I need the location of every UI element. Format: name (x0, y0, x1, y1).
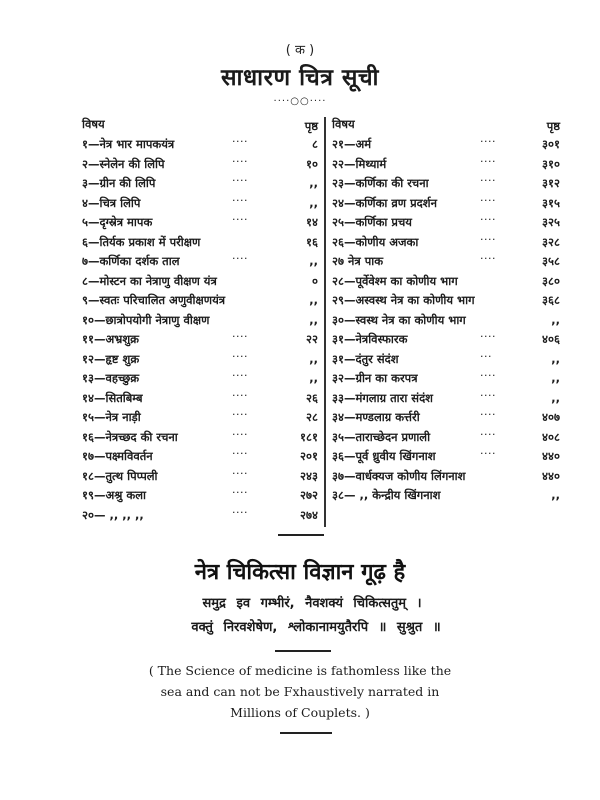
subject-header: विषय (82, 117, 105, 131)
leader-dots: ···· (232, 486, 248, 499)
entry-title: ३६—पूर्व ध्रुवीय खिंगनाश (332, 449, 436, 463)
index-entry (82, 427, 322, 450)
index-entry (82, 193, 322, 216)
entry-page-number: २७२ (300, 488, 318, 502)
index-entry (332, 449, 564, 469)
index-entry (82, 235, 322, 255)
leader-dots: ···· (232, 408, 248, 421)
english-line: Millions of Couplets. ) (230, 705, 370, 720)
index-entry (82, 215, 322, 235)
entry-page-number: ३२५ (542, 215, 560, 229)
index-entry (82, 313, 322, 333)
entry-title: २०— ,, ,, ,, (82, 507, 144, 522)
column-divider (324, 117, 326, 527)
entry-title: ९—स्वतः परिचालित अणुवीक्षणयंत्र (82, 293, 226, 307)
leader-dots: ···· (480, 135, 496, 148)
entry-title: ३१—नेत्रविस्फारक (332, 332, 408, 346)
leader-dots: ···· (480, 174, 496, 187)
leader-dots: ···· (480, 252, 496, 265)
leader-dots: ···· (232, 349, 248, 363)
column-header (332, 117, 564, 137)
entry-title: २—स्नेलेन की लिपि (82, 156, 165, 171)
entry-title: १६—नेत्रच्छद की रचना (82, 429, 178, 444)
entry-page-number: २०१ (300, 449, 318, 463)
entry-title: २५—कर्णिका प्रचय (332, 215, 412, 229)
horizontal-rule (278, 534, 324, 536)
page-number-marker: ( क ) (285, 43, 315, 58)
entry-title: २३—कर्णिका की रचना (332, 176, 429, 190)
leader-dots: ···· (232, 330, 248, 343)
illustration-index-table (82, 117, 562, 525)
entry-page-number: ,, (309, 254, 318, 268)
entry-page-number: २८ (306, 410, 318, 424)
ornament-divider: ····○○···· (273, 96, 327, 107)
entry-page-number: ,, (309, 176, 318, 190)
index-entry (332, 232, 564, 255)
entry-page-number: ८ (312, 137, 318, 151)
horizontal-rule (275, 650, 331, 652)
entry-title: १४—सितबिम्ब (82, 390, 143, 405)
entry-page-number: ,, (551, 488, 560, 502)
index-entry (332, 349, 564, 372)
entry-page-number: ,, (551, 390, 560, 405)
entry-title: ६—तिर्यक प्रकाश में परीक्षण (82, 234, 201, 249)
entry-page-number: ४०६ (542, 332, 560, 346)
entry-title: ३४—मण्डलाग्र कर्त्तरी (332, 410, 420, 424)
leader-dots: ···· (232, 388, 248, 402)
entry-title: १३—वहच्छुक्र (82, 371, 140, 385)
leader-dots: ···· (480, 447, 496, 460)
entry-page-number: ३५८ (542, 254, 560, 268)
sanskrit-verse-line-2: वक्तुं निरवशेषेण, श्लोकानामयुतैरपि ॥ सुश्रुत ॥ (191, 620, 441, 635)
entry-page-number: ३१२ (542, 176, 560, 190)
index-entry (332, 427, 564, 450)
entry-page-number: ३१० (542, 156, 560, 171)
entry-page-number: २७४ (300, 507, 318, 522)
leader-dots: ···· (480, 213, 496, 226)
entry-title: २१—अर्म (332, 137, 372, 151)
index-entry (332, 193, 564, 216)
entry-title: १२—हृष्ट शुक्र (82, 351, 140, 366)
leader-dots: ···· (232, 427, 248, 441)
leader-dots: ···· (232, 174, 248, 187)
entry-page-number: ,, (309, 293, 318, 307)
index-entry (332, 137, 564, 157)
entry-page-number: ४०७ (542, 410, 560, 424)
index-entry (332, 371, 564, 391)
entry-page-number: ३६८ (542, 293, 560, 307)
entry-title: ३८— ,, केन्द्रीय खिंगनाश (332, 488, 441, 502)
entry-title: २४—कर्णिका व्रण प्रदर्शन (332, 195, 437, 210)
english-line: ( The Science of medicine is fathomless like the (148, 663, 452, 678)
entry-page-number: ,, (551, 371, 560, 385)
index-entry (82, 410, 322, 430)
index-entry (82, 449, 322, 469)
entry-title: ४—चित्र लिपि (82, 195, 141, 210)
entry-title: २७ नेत्र पाक (332, 254, 384, 268)
entry-title: १७—पक्ष्मविवर्तन (82, 449, 153, 463)
leader-dots: ···· (480, 388, 496, 402)
entry-page-number: ३८० (542, 273, 560, 288)
index-entry (82, 293, 322, 313)
entry-title: १५—नेत्र नाड़ी (82, 410, 141, 424)
entry-page-number: ,, (551, 351, 560, 366)
entry-title: १९—अश्रु कला (82, 488, 146, 502)
entry-title: ३३—मंगलाग्र तारा संदंश (332, 390, 433, 405)
leader-dots: ···· (232, 213, 248, 226)
entry-page-number: ४४० (542, 449, 560, 463)
page-header: पृष्ठ (304, 119, 318, 133)
column-header (82, 117, 322, 137)
index-entry (332, 254, 564, 274)
index-entry (332, 274, 564, 294)
entry-title: १८—तुत्थ पिप्पली (82, 468, 158, 483)
entry-page-number: ,, (309, 351, 318, 366)
leader-dots: ···· (480, 193, 496, 207)
english-line: sea and can not be Fxhaustively narrated in (160, 684, 440, 699)
entry-page-number: ,, (309, 312, 318, 327)
sanskrit-verse-line-1: समुद्र इव गम्भीरं, नैवशक्यं चिकित्सतुम् । (202, 596, 422, 611)
entry-page-number: १४ (306, 215, 318, 229)
entry-title: ३५—ताराच्छेदन प्रणाली (332, 429, 431, 444)
entry-page-number: ,, (309, 371, 318, 385)
index-entry (332, 388, 564, 411)
page-header: पृष्ठ (546, 119, 560, 133)
english-translation (0, 660, 600, 723)
entry-title: ५—दृग्स्रेत्र मापक (82, 215, 153, 229)
entry-title: २९—अस्वस्थ नेत्र का कोणीय भाग (332, 293, 475, 307)
entry-title: ३७—वार्धक्यज कोणीय लिंगनाश (332, 468, 466, 483)
index-entry (82, 254, 322, 274)
leader-dots: ···· (232, 369, 248, 382)
quote-heading: नेत्र चिकित्सा विज्ञान गूढ़ है (194, 560, 406, 585)
index-entry (332, 154, 564, 177)
leader-dots: ···· (480, 330, 496, 343)
entry-title: ३—ग्रीन की लिपि (82, 176, 156, 190)
leader-dots: ···· (232, 135, 248, 148)
entry-title: २२—मिथ्यार्म (332, 156, 387, 171)
index-entry (332, 488, 564, 508)
index-entry (82, 505, 322, 528)
entry-page-number: ३१५ (542, 195, 560, 210)
entry-page-number: ३२८ (542, 234, 560, 249)
index-entry (332, 469, 564, 489)
index-entry (82, 488, 322, 508)
entry-page-number: ० (312, 273, 318, 288)
leader-dots: ···· (480, 427, 496, 441)
entry-title: ८—मोस्टन का नेत्राणु वीक्षण यंत्र (82, 273, 217, 288)
index-entry (82, 332, 322, 352)
page-title: साधारण चित्र सूची (220, 65, 380, 91)
entry-page-number: ४०८ (542, 429, 560, 444)
index-entry (82, 176, 322, 196)
index-entry (82, 349, 322, 372)
entry-title: ११—अभ्रशुक्र (82, 332, 139, 346)
entry-page-number: २६ (306, 390, 318, 405)
entry-title: १०—छात्रोपयोगी नेत्राणु वीक्षण (82, 312, 210, 327)
entry-page-number: १८१ (300, 429, 318, 444)
index-entry (332, 332, 564, 352)
entry-page-number: २४३ (300, 468, 318, 483)
subject-header: विषय (332, 117, 355, 131)
index-entry (82, 388, 322, 411)
entry-page-number: ४४० (542, 468, 560, 483)
leader-dots: ···· (480, 369, 496, 382)
leader-dots: ··· (480, 349, 492, 363)
entry-title: ३२—ग्रीन का करपत्र (332, 371, 418, 385)
index-entry (82, 466, 322, 489)
entry-title: ३०—स्वस्थ नेत्र का कोणीय भाग (332, 312, 466, 327)
entry-title: ३१—दंतुर संदंश (332, 351, 399, 366)
index-entry (332, 410, 564, 430)
leader-dots: ···· (480, 232, 496, 246)
entry-page-number: ३०१ (542, 137, 560, 151)
entry-page-number: ,, (551, 312, 560, 327)
leader-dots: ···· (232, 154, 248, 168)
leader-dots: ···· (480, 154, 496, 168)
entry-title: १—नेत्र भार मापकयंत्र (82, 137, 175, 151)
entry-page-number: १० (306, 156, 318, 171)
entry-title: २८—पूर्वेवेश्म का कोणीय भाग (332, 273, 458, 288)
leader-dots: ···· (480, 408, 496, 421)
index-entry (82, 154, 322, 177)
entry-title: २६—कोणीय अजका (332, 234, 419, 249)
leader-dots: ···· (232, 252, 248, 265)
horizontal-rule (280, 732, 332, 734)
leader-dots: ···· (232, 466, 248, 480)
index-entry (82, 274, 322, 294)
index-entry (82, 371, 322, 391)
leader-dots: ···· (232, 193, 248, 207)
entry-page-number: ,, (309, 195, 318, 210)
index-entry (332, 215, 564, 235)
entry-page-number: १६ (306, 234, 318, 249)
entry-title: ७—कर्णिका दर्शक ताल (82, 254, 180, 268)
entry-page-number: २२ (306, 332, 318, 346)
index-column-left (82, 117, 322, 525)
index-entry (332, 313, 564, 333)
index-entry (332, 293, 564, 313)
leader-dots: ···· (232, 505, 248, 519)
index-entry (332, 176, 564, 196)
leader-dots: ···· (232, 447, 248, 460)
index-entry (82, 137, 322, 157)
index-column-right (332, 117, 564, 525)
